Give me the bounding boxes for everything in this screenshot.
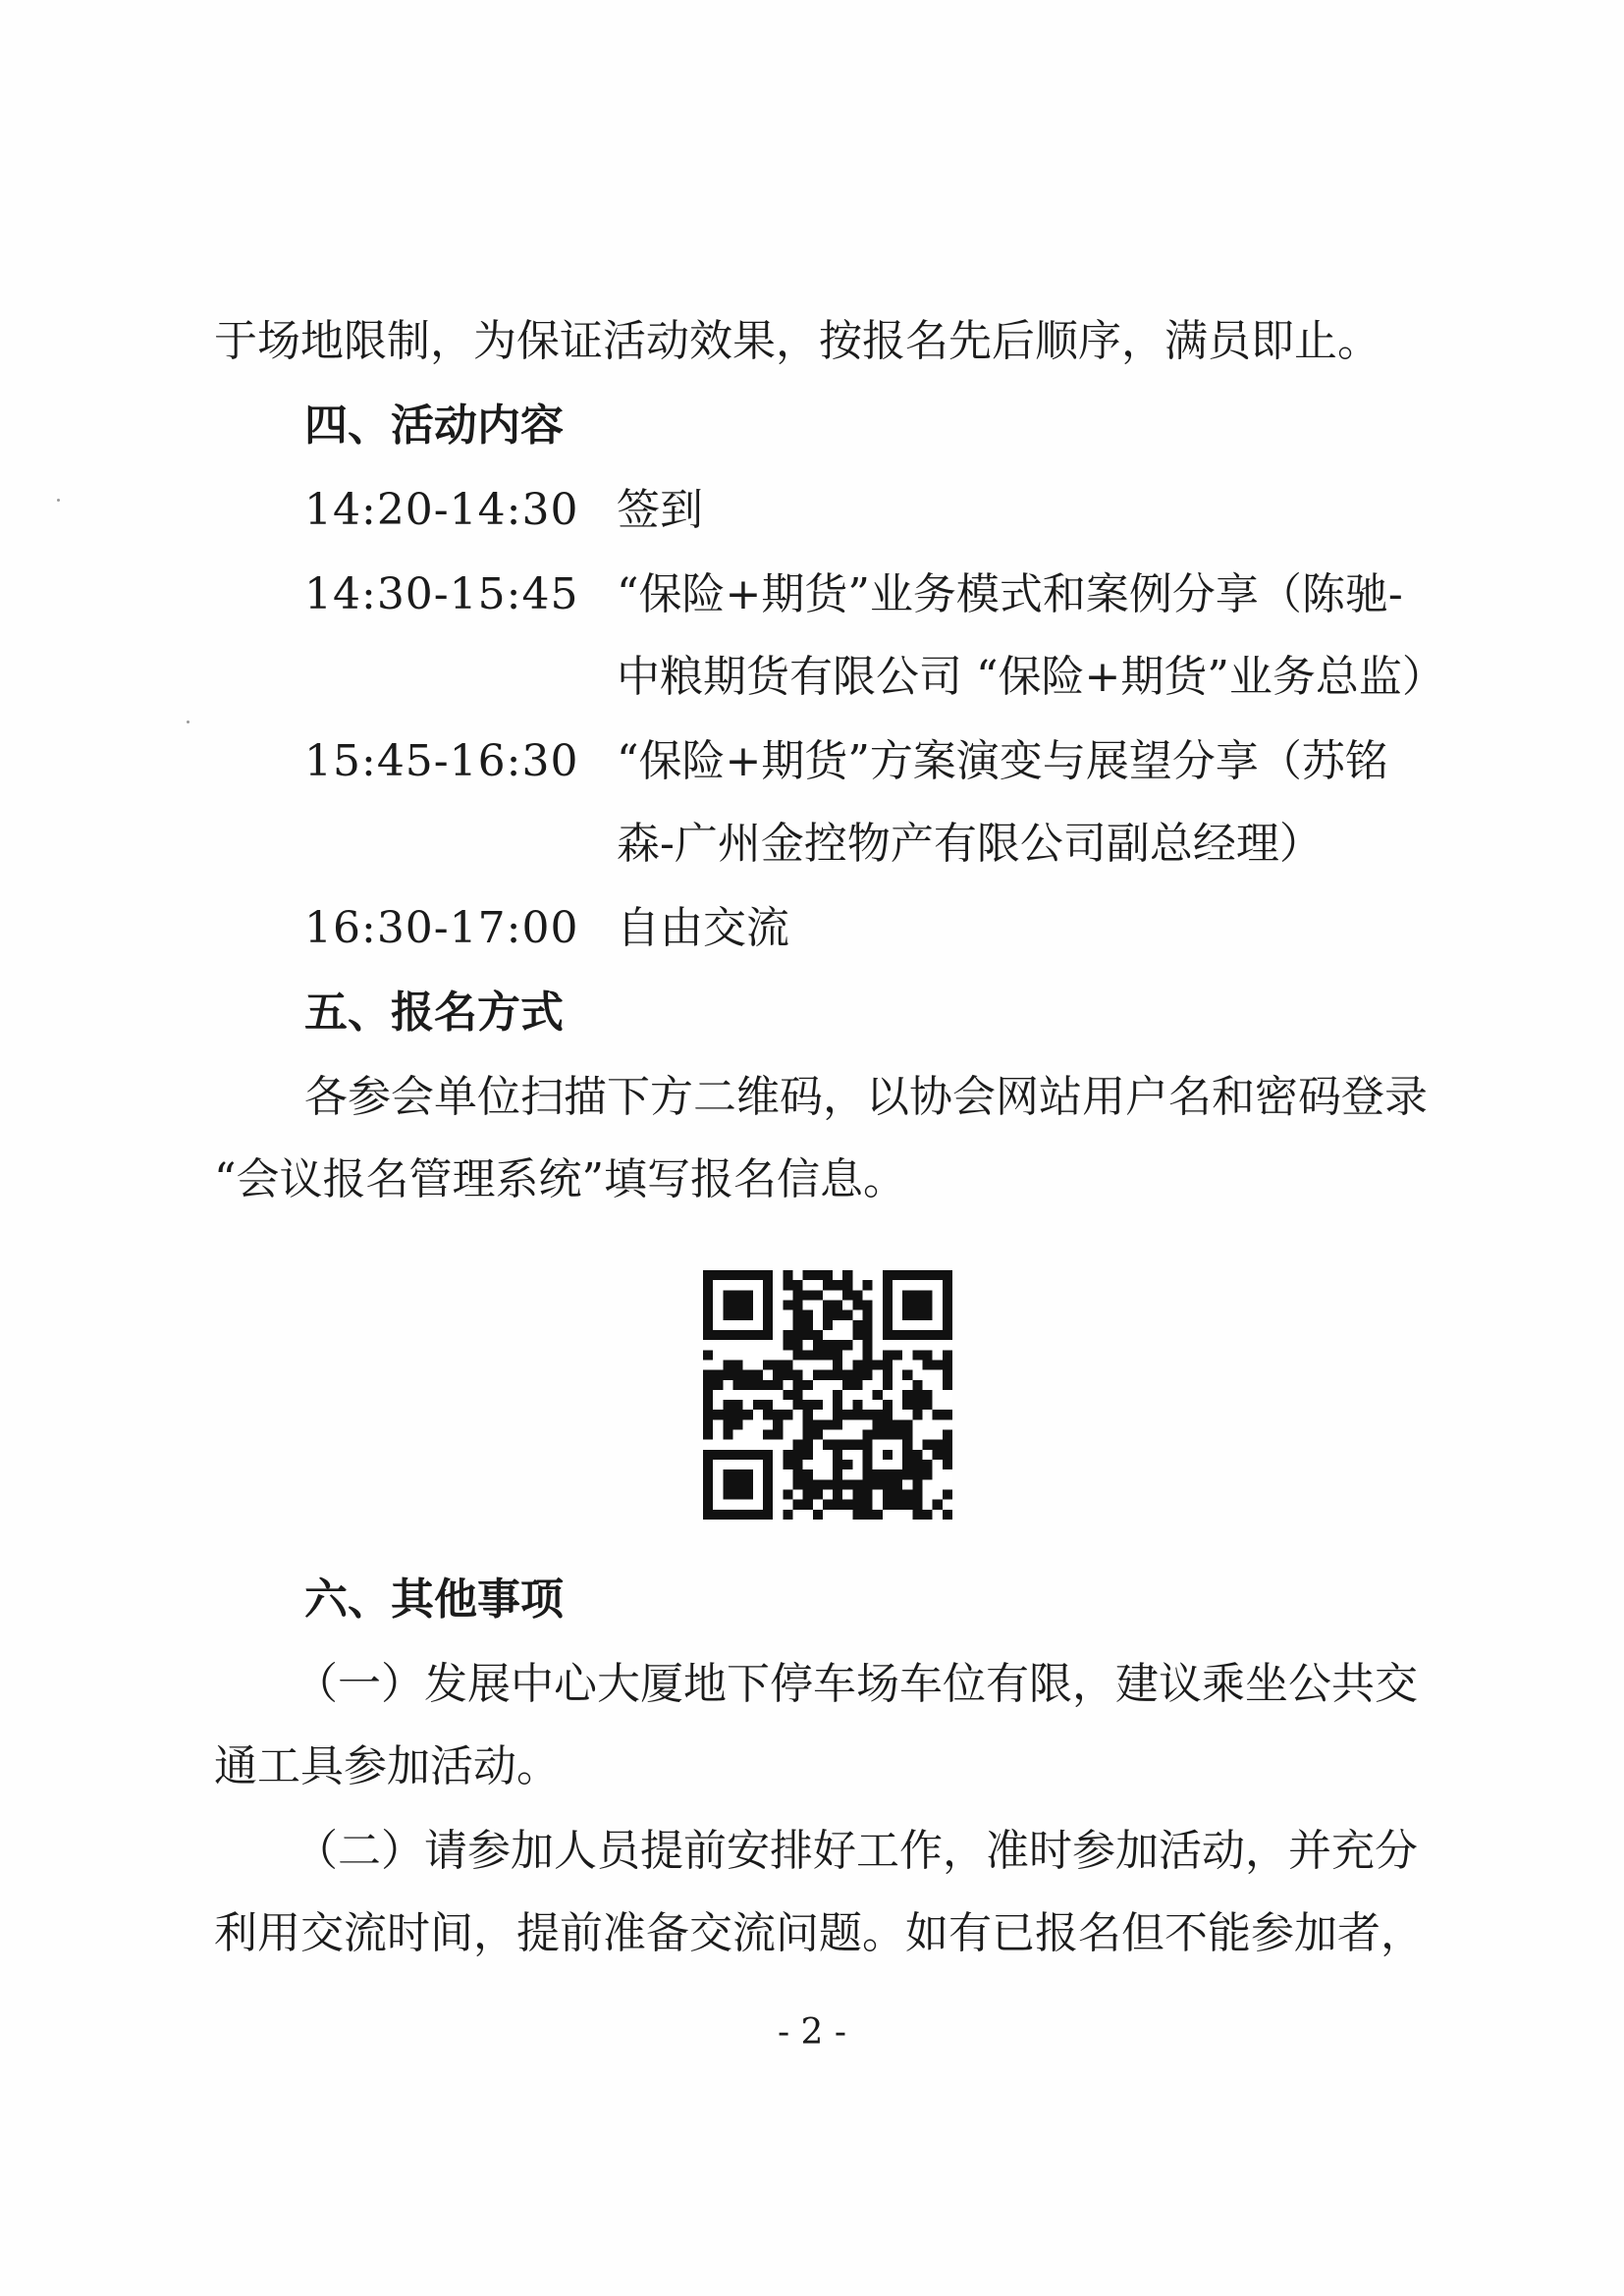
schedule-item-continuation: 中粮期货有限公司 “保险+期货”业务总监） bbox=[617, 652, 1445, 702]
registration-text-line1: 各参会单位扫描下方二维码，以协会网站用户名和密码登录 bbox=[304, 1072, 1428, 1122]
schedule-item: “保险+期货”业务模式和案例分享（陈驰- bbox=[617, 569, 1403, 619]
scan-speck bbox=[57, 499, 60, 502]
section-heading-other-matters: 六、其他事项 bbox=[304, 1575, 564, 1625]
item1-line2: 通工具参加活动。 bbox=[214, 1741, 560, 1791]
schedule-time: 14:20-14:30 bbox=[304, 485, 579, 535]
schedule-time: 15:45-16:30 bbox=[304, 736, 579, 786]
item1-line1: （一）发展中心大厦地下停车场车位有限，建议乘坐公共交 bbox=[295, 1659, 1418, 1709]
schedule-item: 签到 bbox=[617, 485, 703, 535]
schedule-item: 自由交流 bbox=[617, 903, 789, 953]
qr-code-icon bbox=[703, 1270, 952, 1520]
schedule-time: 14:30-15:45 bbox=[304, 569, 579, 619]
section-heading-registration: 五、报名方式 bbox=[304, 988, 564, 1038]
paragraph-continuation: 于场地限制，为保证活动效果，按报名先后顺序，满员即止。 bbox=[214, 316, 1380, 366]
registration-text-line2: “会议报名管理系统”填写报名信息。 bbox=[214, 1154, 906, 1204]
schedule-item-continuation: 森-广州金控物产有限公司副总经理） bbox=[617, 819, 1323, 869]
schedule-item: “保险+期货”方案演变与展望分享（苏铭 bbox=[617, 736, 1388, 786]
scan-speck bbox=[187, 721, 189, 723]
section-heading-activity-content: 四、活动内容 bbox=[304, 400, 564, 451]
item2-line2: 利用交流时间，提前准备交流问题。如有已报名但不能参加者， bbox=[214, 1908, 1424, 1958]
page-number: - 2 - bbox=[777, 2012, 847, 2053]
item2-line1: （二）请参加人员提前安排好工作，准时参加活动，并充分 bbox=[295, 1826, 1418, 1876]
schedule-time: 16:30-17:00 bbox=[304, 903, 579, 953]
